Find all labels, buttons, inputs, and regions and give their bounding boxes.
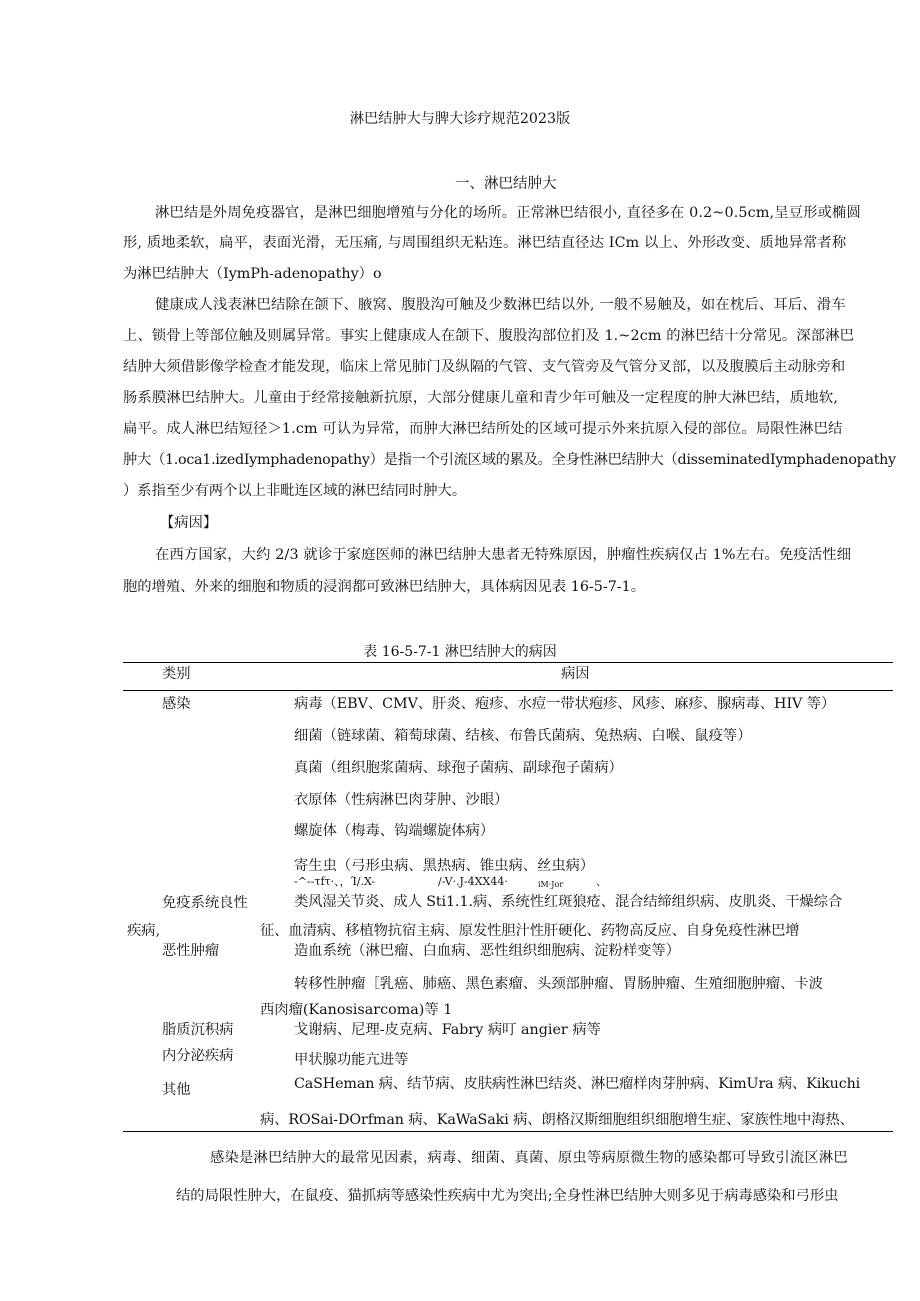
table-cause: 戈谢病、尼理-皮克病、Fabry 病叮 angier 病等 <box>294 1022 601 1038</box>
paragraph-line: 结的局限性肿大，在鼠疫、猫抓病等感染性疾病中尤为突出;全身性淋巴结肿大则多见于病毒感染和弓形虫 <box>176 1188 839 1204</box>
table-cause: 衣原体（性病淋巴肉芽肿、沙眼） <box>294 792 509 808</box>
table-category: 内分泌疾病 <box>162 1048 234 1064</box>
paragraph-line: 在西方国家，大约 2/3 就诊于家庭医师的淋巴结肿大患者无特殊原因，肿瘤性疾病仅占 1%左右。免疫活性细 <box>155 547 852 563</box>
table-cause: 造血系统（淋巴瘤、白血病、恶性组织细胞病、淀粉样变等） <box>294 943 681 959</box>
table-cause: 类风湿关节炎、成人 Sti1.1.病、系统性红斑狼疮、混合结缔组织病、皮肌炎、干燥综合 <box>294 894 843 910</box>
paragraph-line: 上、锁骨上等部位触及则属异常。事实上健康成人在颌下、腹股沟部位扪及 1.~2cm 的淋巴结十分常见。深部淋巴 <box>123 328 855 344</box>
paragraph-line: 胞的增殖、外来的细胞和物质的浸润都可致淋巴结肿大，具体病因见表 16-5-7-1。 <box>123 579 646 595</box>
table-category: 感染 <box>162 696 191 712</box>
paragraph-line: 健康成人浅表淋巴结除在颌下、腋窝、腹股沟可触及少数淋巴结以外, 一般不易触及，如在枕后、耳后、滑车 <box>155 297 846 313</box>
paragraph-line: 感染是淋巴结肿大的最常见因素，病毒、细菌、真菌、原虫等病原微生物的感染都可导致引流区淋巴 <box>210 1150 848 1166</box>
table-top-rule <box>123 662 893 663</box>
table-cause: 寄生虫（弓形虫病、黑热病、锥虫病、丝虫病） <box>294 858 595 874</box>
paragraph-line: 形, 质地柔软，扁平，表面光滑，无压痛, 与周围组织无粘连。淋巴结直径达 ICm 以上、外形改变、质地异常者称 <box>123 235 847 251</box>
table-garbled-text: /-V·.J-4XX44· <box>438 875 508 888</box>
table-category: 疾病, <box>127 923 161 939</box>
table-cause: 甲状腺功能亢进等 <box>294 1052 409 1068</box>
table-cause: 病、ROSai-DOrfman 病、KaWaSaki 病、朗格汉斯细胞组织细胞增生症、家族性地中海热、 <box>260 1112 854 1128</box>
table-cause: 征、血清病、移植物抗宿主病、原发性胆汁性肝硬化、药物高反应、自身免疫性淋巴增 <box>260 923 800 939</box>
table-garbled-text: 、 <box>596 875 607 888</box>
table-cause: 真菌（组织胞浆菌病、球孢子菌病、副球孢子菌病） <box>294 760 623 776</box>
table-cause: CaSHeman 病、结节病、皮肤病性淋巴结炎、淋巴瘤样肉芽肿病、KimUra 病、Kikuchi <box>294 1076 861 1092</box>
section-heading: 一、淋巴结肿大 <box>455 176 557 192</box>
table-cause: 转移性肿瘤［乳癌、肺癌、黑色素瘤、头颈部肿瘤、胃肠肿瘤、生殖细胞肿瘤、卡波 <box>294 976 823 992</box>
paragraph-line: 结肿大须借影像学检查才能发现，临床上常见肺门及纵隔的气管、支气管旁及气管分叉部，以及腹膜后主动脉旁和 <box>123 359 846 375</box>
paragraph-line: 肿大（1.oca1.izedIymphadenopathy）是指一个引流区域的累及。全身性淋巴结肿大（disseminatedIymphadenopathy <box>123 452 896 468</box>
table-header-cause: 病因 <box>561 666 590 682</box>
table-category: 恶性肿瘤 <box>162 943 220 959</box>
table-header-rule <box>123 690 893 691</box>
table-cause: 西肉瘤(Kanosisarcoma)等 1 <box>260 1002 453 1018</box>
paragraph-line: 为淋巴结肿大（IymPh-adenopathy）o <box>123 266 382 282</box>
paragraph-line: ）系指至少有两个以上非毗连区域的淋巴结同时肿大。 <box>123 483 467 499</box>
table-category: 脂质沉积病 <box>162 1022 234 1038</box>
table-garbled-text: -^--τfτ·、，Ί/.X- <box>294 875 376 888</box>
table-category: 免疫系统良性 <box>162 895 248 911</box>
document-title: 淋巴结肿大与脾大诊疗规范2023版 <box>349 111 571 127</box>
etiology-heading: 【病因】 <box>160 515 218 531</box>
paragraph-line: 肠系膜淋巴结肿大。儿童由于经常接触新抗原，大部分健康儿童和青少年可触及一定程度的肿大淋巴结，质地软, <box>123 390 839 406</box>
table-cause: 螺旋体（梅毒、钩端螺旋体病） <box>294 823 495 839</box>
table-category: 其他 <box>162 1082 191 1098</box>
paragraph-line: 淋巴结是外周免疫器官，是淋巴细胞增殖与分化的场所。正常淋巴结很小, 直径多在 0.2~0.5cm,呈豆形或椭圆 <box>155 205 861 221</box>
table-bottom-rule <box>123 1131 893 1132</box>
table-caption: 表 16-5-7-1 淋巴结肿大的病因 <box>363 644 557 660</box>
table-header-category: 类别 <box>162 666 191 682</box>
table-garbled-text: iM·Jor <box>538 880 564 889</box>
table-cause: 细菌（链球菌、箱萄球菌、结核、布鲁氏菌病、兔热病、白喉、鼠疫等） <box>294 728 752 744</box>
table-cause: 病毒（EBV、CMV、肝炎、疱疹、水痘一带状疱疹、风疹、麻疹、腺病毒、HIV 等） <box>294 696 836 712</box>
paragraph-line: 扁平。成人淋巴结短径＞1.cm 可认为异常，而肿大淋巴结所处的区域可提示外来抗原入侵的部位。局限性淋巴结 <box>123 421 843 437</box>
